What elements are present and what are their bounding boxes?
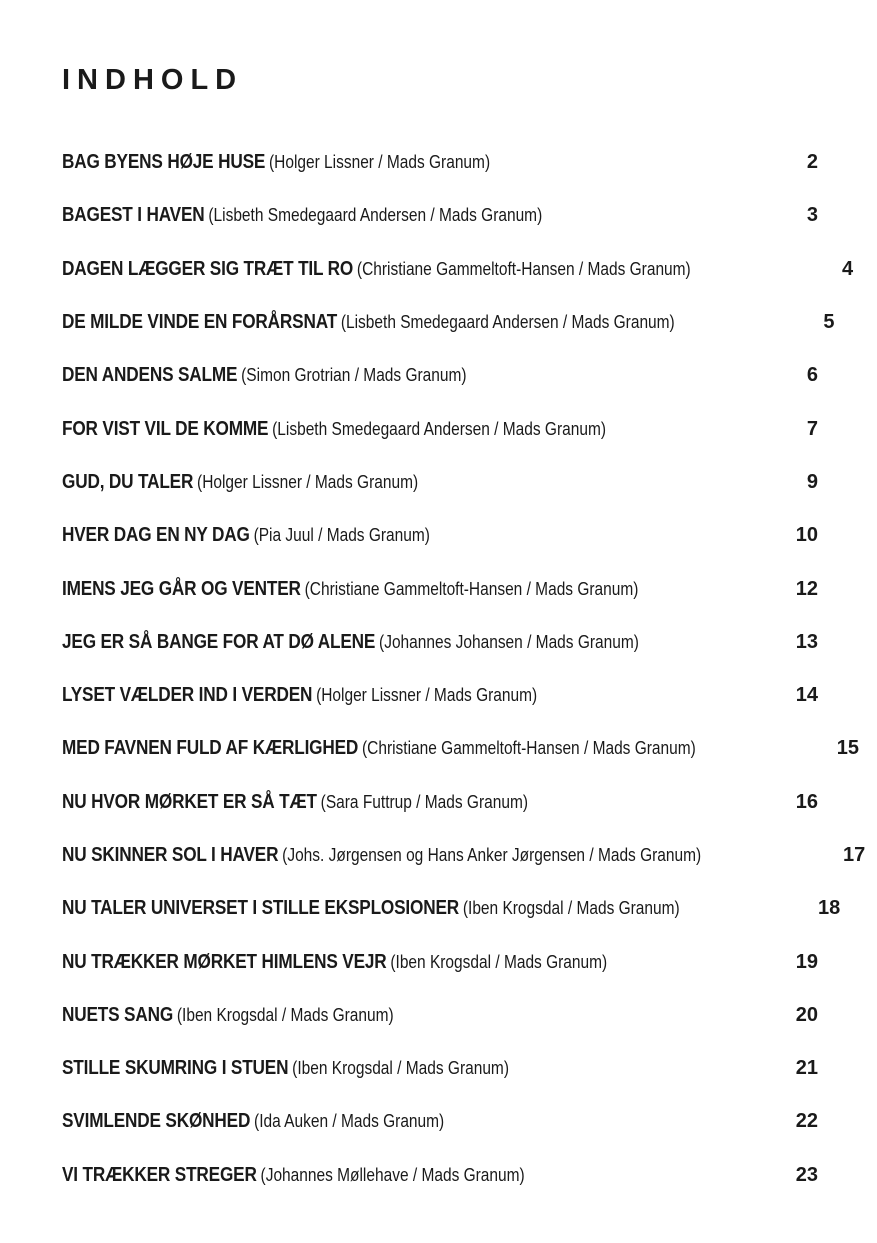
page-number: 21 bbox=[795, 1057, 818, 1080]
page-number: 16 bbox=[795, 790, 818, 813]
toc-entry bbox=[62, 829, 866, 882]
toc-entry-text bbox=[62, 471, 661, 494]
page-number: 20 bbox=[795, 1003, 818, 1026]
toc-entry bbox=[62, 296, 835, 349]
song-credit: (Ida Auken / Mads Granum) bbox=[254, 1111, 445, 1132]
page-number: 12 bbox=[795, 577, 818, 600]
song-credit: (Johannes Møllehave / Mads Granum) bbox=[260, 1164, 525, 1185]
page-number: 9 bbox=[806, 470, 818, 493]
song-credit: (Holger Lissner / Mads Granum) bbox=[269, 152, 491, 173]
song-credit: (Sara Futtrup / Mads Granum) bbox=[320, 791, 528, 812]
toc-entry bbox=[62, 349, 818, 402]
toc-entry bbox=[62, 243, 854, 296]
song-title: JEG ER SÅ BANGE FOR AT DØ ALENE bbox=[62, 630, 376, 653]
song-credit: (Iben Krogsdal / Mads Granum) bbox=[390, 951, 608, 972]
song-title: FOR VIST VIL DE KOMME bbox=[62, 417, 269, 440]
song-credit: (Christiane Gammeltoft-Hansen / Mads Granum) bbox=[362, 738, 696, 759]
page-number: 22 bbox=[795, 1110, 818, 1133]
toc-entry bbox=[62, 509, 818, 562]
toc-entry bbox=[62, 935, 818, 988]
song-title: LYSET VÆLDER IND I VERDEN bbox=[62, 684, 313, 707]
song-title: DAGEN LÆGGER SIG TRÆT TIL RO bbox=[62, 257, 354, 280]
page-number: 13 bbox=[795, 630, 818, 653]
page-number: 6 bbox=[806, 364, 818, 387]
page-number: 4 bbox=[841, 257, 854, 280]
toc-entry-text bbox=[62, 1004, 661, 1027]
song-credit: (Johs. Jørgensen og Hans Anker Jørgensen / Mads Granum) bbox=[282, 845, 702, 865]
song-title: HVER DAG EN NY DAG bbox=[62, 524, 250, 547]
toc-entry bbox=[62, 402, 818, 455]
song-title: DEN ANDENS SALME bbox=[62, 364, 238, 387]
contents-list bbox=[62, 136, 866, 1202]
toc-entry bbox=[62, 882, 841, 935]
toc-entry-text bbox=[62, 1110, 661, 1133]
song-title: DE MILDE VINDE EN FORÅRSNAT bbox=[62, 311, 338, 334]
toc-entry-text bbox=[62, 737, 696, 760]
toc-entry bbox=[62, 189, 818, 242]
toc-entry bbox=[62, 776, 818, 829]
toc-entry bbox=[62, 989, 818, 1042]
song-credit: (Iben Krogsdal / Mads Granum) bbox=[462, 898, 680, 919]
toc-entry-text bbox=[62, 1164, 661, 1187]
page-number: 15 bbox=[836, 737, 859, 760]
song-title: GUD, DU TALER bbox=[62, 470, 194, 493]
page-number: 10 bbox=[795, 524, 818, 547]
song-title: NU HVOR MØRKET ER SÅ TÆT bbox=[62, 790, 317, 813]
song-title: MED FAVNEN FULD AF KÆRLIGHED bbox=[62, 737, 359, 760]
toc-entry bbox=[62, 136, 818, 189]
song-title: NU SKINNER SOL I HAVER bbox=[62, 844, 279, 866]
song-credit: (Iben Krogsdal / Mads Granum) bbox=[292, 1058, 509, 1079]
toc-entry bbox=[62, 669, 818, 722]
song-credit: (Holger Lissner / Mads Granum) bbox=[316, 685, 538, 706]
song-title: STILLE SKUMRING I STUEN bbox=[62, 1057, 289, 1080]
toc-entry-text bbox=[62, 311, 675, 334]
song-title: NU TRÆKKER MØRKET HIMLENS VEJR bbox=[62, 950, 387, 973]
toc-entry bbox=[62, 562, 818, 615]
page-number: 5 bbox=[823, 311, 835, 334]
song-title: VI TRÆKKER STREGER bbox=[62, 1163, 257, 1186]
page-number: 17 bbox=[842, 844, 866, 866]
toc-entry bbox=[62, 616, 818, 669]
page-number: 23 bbox=[795, 1163, 818, 1186]
toc-entry-text bbox=[62, 951, 661, 974]
page-number: 19 bbox=[795, 950, 818, 973]
song-credit: (Simon Grotrian / Mads Granum) bbox=[241, 365, 467, 386]
toc-entry-text bbox=[62, 631, 661, 654]
toc-entry bbox=[62, 456, 818, 509]
page-title: INDHOLD bbox=[62, 64, 244, 96]
song-credit: (Johannes Johansen / Mads Granum) bbox=[379, 631, 639, 652]
song-title: BAG BYENS HØJE HUSE bbox=[62, 151, 266, 174]
song-title: IMENS JEG GÅR OG VENTER bbox=[62, 577, 301, 600]
page-number: 3 bbox=[806, 204, 818, 227]
song-credit: (Christiane Gammeltoft-Hansen / Mads Granum) bbox=[304, 578, 639, 599]
toc-entry-text bbox=[62, 844, 701, 867]
page-number: 14 bbox=[795, 684, 818, 707]
page-number: 18 bbox=[817, 897, 841, 920]
toc-entry-text bbox=[62, 151, 661, 174]
toc-entry bbox=[62, 1095, 818, 1148]
song-title: SVIMLENDE SKØNHED bbox=[62, 1110, 251, 1133]
toc-entry-text bbox=[62, 258, 691, 281]
song-title: NUETS SANG bbox=[62, 1003, 174, 1026]
page-number: 7 bbox=[806, 417, 818, 440]
song-title: NU TALER UNIVERSET I STILLE EKSPLOSIONER bbox=[62, 897, 460, 920]
song-title: BAGEST I HAVEN bbox=[62, 204, 205, 227]
song-credit: (Christiane Gammeltoft-Hansen / Mads Granum) bbox=[356, 258, 691, 279]
toc-entry bbox=[62, 1149, 818, 1202]
toc-entry-text bbox=[62, 684, 661, 707]
song-credit: (Pia Juul / Mads Granum) bbox=[253, 525, 430, 546]
song-credit: (Lisbeth Smedegaard Andersen / Mads Granum) bbox=[208, 205, 543, 226]
toc-entry-text bbox=[62, 791, 661, 814]
toc-entry-text bbox=[62, 1057, 661, 1080]
toc-entry-text bbox=[62, 204, 661, 227]
toc-entry bbox=[62, 722, 859, 775]
toc-entry-text bbox=[62, 364, 661, 387]
toc-entry bbox=[62, 1042, 818, 1095]
song-credit: (Lisbeth Smedegaard Andersen / Mads Granum) bbox=[272, 418, 607, 439]
toc-entry-text bbox=[62, 524, 661, 547]
toc-entry-text bbox=[62, 897, 680, 920]
song-credit: (Lisbeth Smedegaard Andersen / Mads Granum) bbox=[340, 312, 675, 333]
toc-entry-text bbox=[62, 578, 661, 601]
song-credit: (Holger Lissner / Mads Granum) bbox=[197, 471, 419, 492]
page-number: 2 bbox=[806, 151, 818, 174]
song-credit: (Iben Krogsdal / Mads Granum) bbox=[176, 1004, 394, 1025]
toc-entry-text bbox=[62, 418, 661, 441]
